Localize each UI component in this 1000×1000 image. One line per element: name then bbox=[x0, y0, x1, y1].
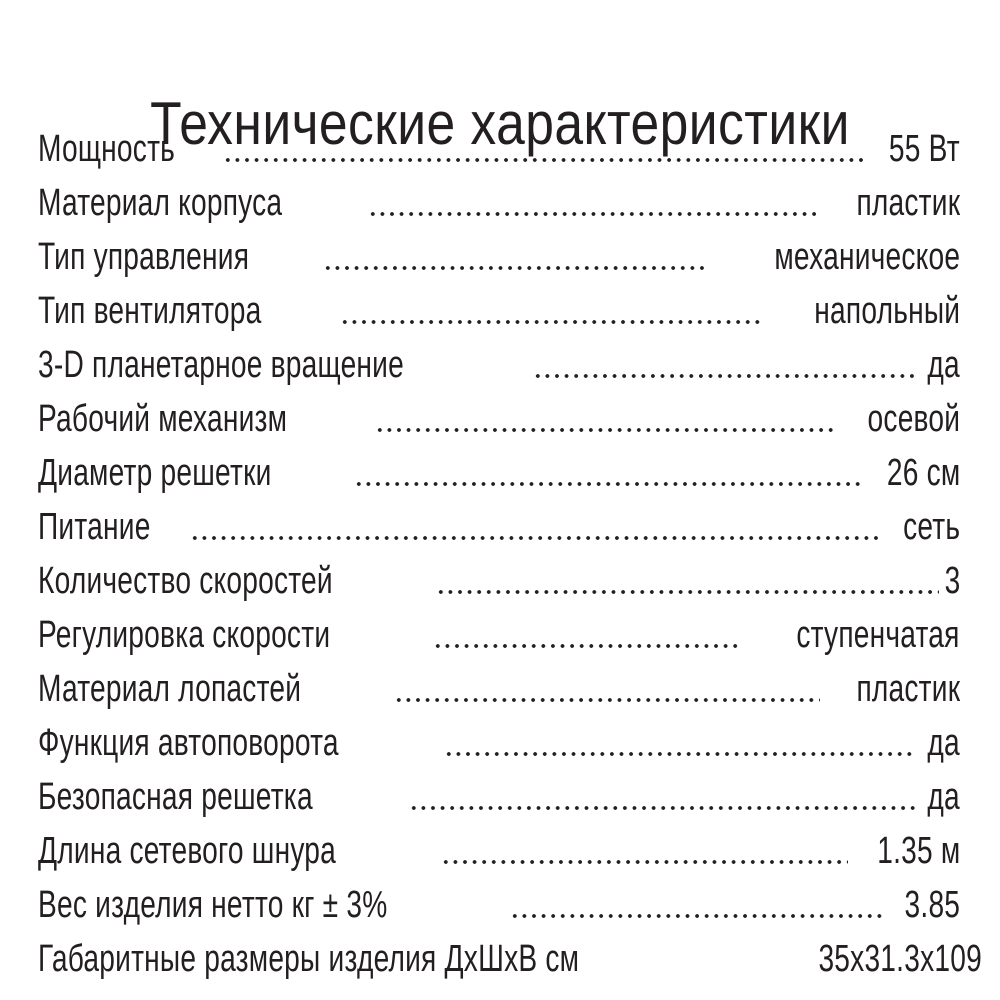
dot-leader bbox=[390, 662, 824, 716]
spec-row bbox=[38, 446, 960, 500]
spec-value: 3.85 bbox=[904, 884, 960, 926]
dot-leader bbox=[437, 824, 852, 878]
spec-label: Рабочий механизм bbox=[38, 398, 288, 440]
spec-label: Регулировка скорости bbox=[38, 614, 331, 656]
spec-label: Мощность bbox=[38, 128, 176, 170]
dot-leader bbox=[440, 716, 920, 770]
spec-label: Функция автоповорота bbox=[38, 722, 339, 764]
spec-label: Тип вентилятора bbox=[38, 290, 262, 332]
dot-leader bbox=[371, 392, 839, 446]
spec-list bbox=[38, 122, 983, 986]
dot-leader bbox=[529, 338, 921, 392]
spec-value: осевой bbox=[867, 398, 960, 440]
spec-value: 3 bbox=[944, 560, 960, 602]
spec-value: 1.35 м bbox=[876, 830, 960, 872]
spec-row bbox=[38, 500, 960, 554]
spec-label: Безопасная решетка bbox=[38, 776, 313, 818]
spec-row bbox=[38, 878, 960, 932]
spec-value: 26 см bbox=[886, 452, 960, 494]
page-title: Технические характеристики bbox=[150, 90, 850, 158]
spec-value: 35х31.3х109 bbox=[818, 938, 983, 980]
spec-value: да bbox=[927, 344, 960, 386]
spec-label: Габаритные размеры изделия ДхШхВ см bbox=[38, 938, 580, 980]
spec-row bbox=[38, 932, 983, 986]
dot-leader bbox=[186, 500, 887, 554]
spec-value: да bbox=[927, 722, 960, 764]
spec-value: напольный bbox=[814, 290, 960, 332]
spec-value: 55 Вт bbox=[889, 128, 960, 170]
spec-row bbox=[38, 554, 960, 608]
spec-value: пластик bbox=[856, 668, 960, 710]
spec-label: Питание bbox=[38, 506, 151, 548]
spec-row bbox=[38, 392, 960, 446]
spec-value: механическое bbox=[774, 236, 960, 278]
dot-leader bbox=[319, 230, 712, 284]
spec-label: 3-D планетарное вращение bbox=[38, 344, 404, 386]
spec-row bbox=[38, 824, 960, 878]
spec-label: Вес изделия нетто кг ± 3% bbox=[38, 884, 388, 926]
spec-row bbox=[38, 608, 960, 662]
spec-row bbox=[38, 122, 960, 176]
spec-value: да bbox=[927, 776, 960, 818]
spec-value: сеть bbox=[902, 506, 960, 548]
spec-row bbox=[38, 662, 960, 716]
dot-leader bbox=[364, 176, 824, 230]
spec-label: Длина сетевого шнура bbox=[38, 830, 337, 872]
spec-row bbox=[38, 338, 960, 392]
spec-label: Диаметр решетки bbox=[38, 452, 272, 494]
dot-leader bbox=[219, 122, 868, 176]
spec-row bbox=[38, 230, 960, 284]
spec-row bbox=[38, 716, 960, 770]
dot-leader bbox=[405, 770, 920, 824]
dot-leader bbox=[350, 446, 865, 500]
spec-label: Тип управления bbox=[38, 236, 250, 278]
dot-leader bbox=[429, 608, 743, 662]
dot-leader bbox=[432, 554, 942, 608]
dot-leader bbox=[336, 284, 767, 338]
dot-leader bbox=[506, 878, 889, 932]
spec-row bbox=[38, 176, 960, 230]
spec-row bbox=[38, 770, 960, 824]
spec-label: Материал лопастей bbox=[38, 668, 302, 710]
spec-value: ступенчатая bbox=[796, 614, 960, 656]
spec-value: пластик bbox=[856, 182, 960, 224]
spec-label: Материал корпуса bbox=[38, 182, 283, 224]
spec-label: Количество скоростей bbox=[38, 560, 333, 602]
spec-row bbox=[38, 284, 960, 338]
